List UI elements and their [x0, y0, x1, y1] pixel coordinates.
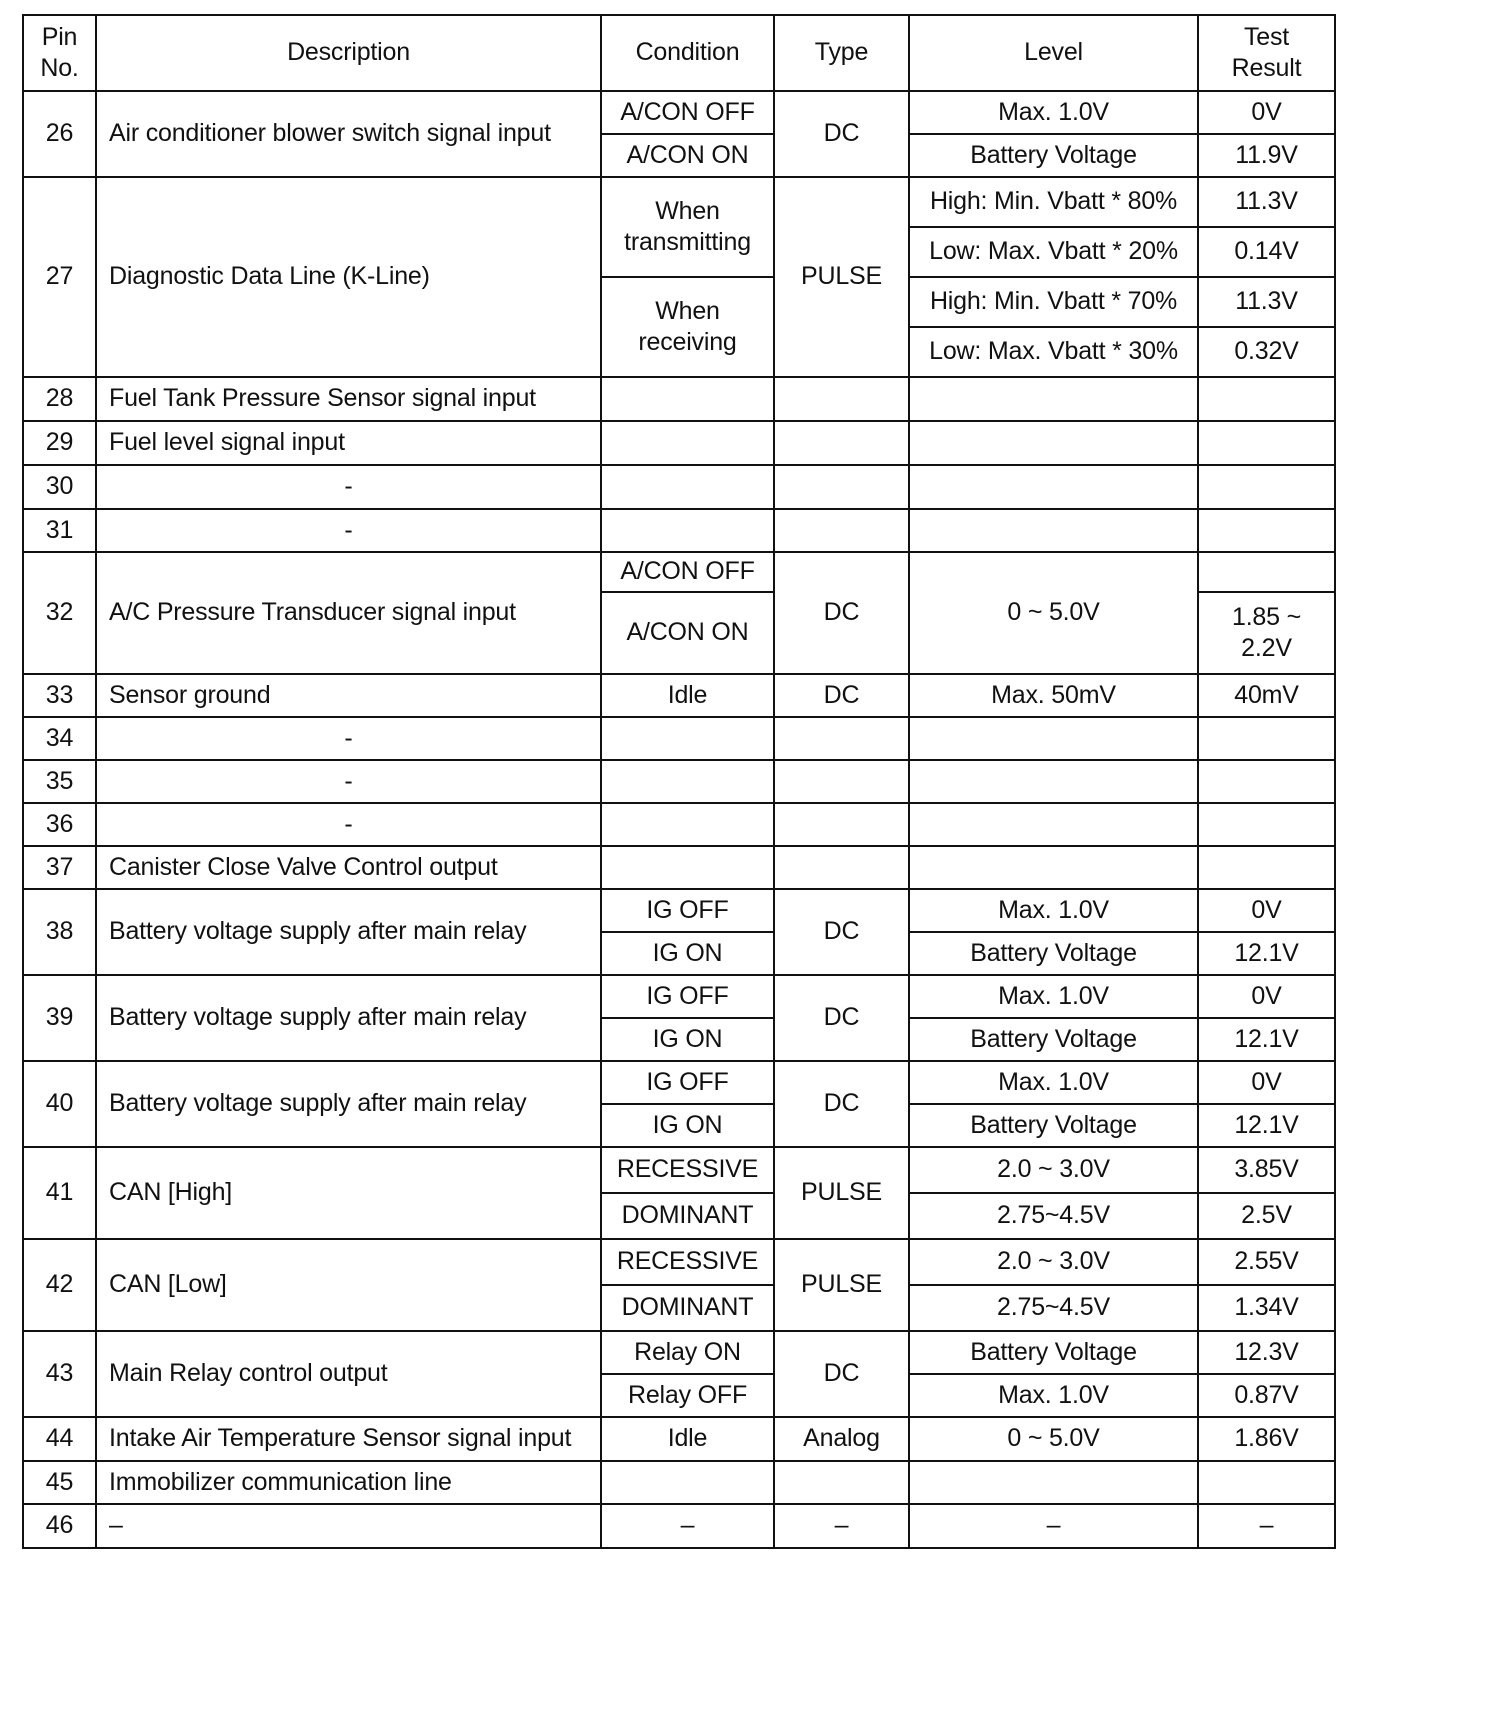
pin-description: Air conditioner blower switch signal input: [96, 91, 601, 177]
table-row: [23, 803, 1335, 846]
pin-description: Battery voltage supply after main relay: [96, 975, 601, 1061]
pin-description: Battery voltage supply after main relay: [96, 889, 601, 975]
table-row: [23, 177, 1335, 227]
result-cell: 0V: [1198, 1061, 1335, 1104]
pin-number: 28: [23, 377, 96, 421]
result-cell: 11.3V: [1198, 277, 1335, 327]
condition-cell: [601, 717, 774, 760]
result-cell: [1198, 421, 1335, 465]
type-cell: [774, 421, 909, 465]
level-cell: Low: Max. Vbatt * 30%: [909, 327, 1198, 377]
result-cell: –: [1198, 1504, 1335, 1548]
level-cell: [909, 421, 1198, 465]
level-cell: [909, 1461, 1198, 1504]
result-cell: 1.86V: [1198, 1417, 1335, 1461]
level-cell: Max. 1.0V: [909, 889, 1198, 932]
condition-cell: RECESSIVE: [601, 1239, 774, 1285]
table-row: [23, 509, 1335, 552]
result-cell: 0V: [1198, 91, 1335, 134]
header-result-label: Test Result: [1231, 22, 1302, 82]
pin-description: CAN [Low]: [96, 1239, 601, 1331]
pin-number: 27: [23, 177, 96, 377]
table-row: [23, 1239, 1335, 1285]
result-cell: 40mV: [1198, 674, 1335, 717]
level-cell: [909, 846, 1198, 889]
condition-cell: A/CON OFF: [601, 552, 774, 592]
condition-cell: [601, 377, 774, 421]
condition-cell: [601, 421, 774, 465]
pin-description: -: [96, 803, 601, 846]
pin-description: Fuel Tank Pressure Sensor signal input: [96, 377, 601, 421]
condition-cell: Idle: [601, 1417, 774, 1461]
pin-description: Intake Air Temperature Sensor signal input: [96, 1417, 601, 1461]
result-cell: [1198, 377, 1335, 421]
pin-number: 40: [23, 1061, 96, 1147]
pin-number: 30: [23, 465, 96, 509]
table-row: [23, 1331, 1335, 1374]
result-text: 1.85 ~ 2.2V: [1231, 602, 1301, 662]
type-cell: PULSE: [774, 1239, 909, 1331]
table-row: [23, 1461, 1335, 1504]
table-row: [23, 552, 1335, 592]
condition-cell: [601, 846, 774, 889]
level-cell: Battery Voltage: [909, 932, 1198, 975]
condition-cell: [601, 509, 774, 552]
pin-number: 43: [23, 1331, 96, 1417]
level-cell: –: [909, 1504, 1198, 1548]
type-cell: PULSE: [774, 1147, 909, 1239]
level-cell: Low: Max. Vbatt * 20%: [909, 227, 1198, 277]
pin-number: 45: [23, 1461, 96, 1504]
result-cell: 11.9V: [1198, 134, 1335, 177]
level-cell: 0 ~ 5.0V: [909, 1417, 1198, 1461]
condition-cell: [601, 1461, 774, 1504]
type-cell: [774, 377, 909, 421]
header-type: Type: [774, 15, 909, 91]
table-row: [23, 1417, 1335, 1461]
result-cell: [1198, 592, 1335, 674]
pin-description: -: [96, 760, 601, 803]
type-cell: [774, 509, 909, 552]
level-cell: Battery Voltage: [909, 1018, 1198, 1061]
level-cell: 2.0 ~ 3.0V: [909, 1147, 1198, 1193]
condition-cell: A/CON ON: [601, 592, 774, 674]
result-cell: 11.3V: [1198, 177, 1335, 227]
pin-number: 46: [23, 1504, 96, 1548]
level-cell: Max. 1.0V: [909, 1374, 1198, 1417]
result-cell: 12.3V: [1198, 1331, 1335, 1374]
result-cell: 0.32V: [1198, 327, 1335, 377]
type-cell: [774, 803, 909, 846]
level-cell: [909, 465, 1198, 509]
type-cell: DC: [774, 889, 909, 975]
header-description: Description: [96, 15, 601, 91]
level-cell: High: Min. Vbatt * 80%: [909, 177, 1198, 227]
pin-number: 37: [23, 846, 96, 889]
pin-number: 34: [23, 717, 96, 760]
level-cell: 0 ~ 5.0V: [909, 552, 1198, 674]
pin-description: -: [96, 717, 601, 760]
pin-description: A/C Pressure Transducer signal input: [96, 552, 601, 674]
pin-number: 31: [23, 509, 96, 552]
level-cell: High: Min. Vbatt * 70%: [909, 277, 1198, 327]
pin-description: Sensor ground: [96, 674, 601, 717]
table-row: [23, 91, 1335, 134]
pin-description: Immobilizer communication line: [96, 1461, 601, 1504]
condition-cell: [601, 760, 774, 803]
result-cell: 0V: [1198, 889, 1335, 932]
pin-number: 35: [23, 760, 96, 803]
pin-number: 32: [23, 552, 96, 674]
result-cell: 2.5V: [1198, 1193, 1335, 1239]
condition-cell: IG ON: [601, 1018, 774, 1061]
type-cell: Analog: [774, 1417, 909, 1461]
pin-number: 42: [23, 1239, 96, 1331]
result-cell: 0.14V: [1198, 227, 1335, 277]
type-cell: [774, 846, 909, 889]
level-cell: [909, 803, 1198, 846]
pin-number: 39: [23, 975, 96, 1061]
pin-number: 29: [23, 421, 96, 465]
result-cell: 2.55V: [1198, 1239, 1335, 1285]
pin-description: Fuel level signal input: [96, 421, 601, 465]
table-row: [23, 760, 1335, 803]
result-cell: 3.85V: [1198, 1147, 1335, 1193]
result-cell: [1198, 552, 1335, 592]
level-cell: 2.75~4.5V: [909, 1193, 1198, 1239]
type-cell: DC: [774, 1331, 909, 1417]
result-cell: 1.34V: [1198, 1285, 1335, 1331]
type-cell: DC: [774, 674, 909, 717]
pin-description: -: [96, 465, 601, 509]
level-cell: [909, 717, 1198, 760]
pin-number: 26: [23, 91, 96, 177]
pin-number: 36: [23, 803, 96, 846]
result-cell: [1198, 803, 1335, 846]
condition-cell: Idle: [601, 674, 774, 717]
condition-cell: IG OFF: [601, 889, 774, 932]
result-cell: [1198, 760, 1335, 803]
header-pin: [23, 15, 96, 91]
result-cell: [1198, 1461, 1335, 1504]
condition-cell: [601, 803, 774, 846]
level-cell: Battery Voltage: [909, 1104, 1198, 1147]
table-row: [23, 1147, 1335, 1193]
type-cell: DC: [774, 1061, 909, 1147]
result-cell: 12.1V: [1198, 1104, 1335, 1147]
pin-number: 41: [23, 1147, 96, 1239]
result-cell: [1198, 846, 1335, 889]
pin-description: –: [96, 1504, 601, 1548]
pin-description: -: [96, 509, 601, 552]
level-cell: [909, 760, 1198, 803]
condition-cell: Relay ON: [601, 1331, 774, 1374]
pin-description: Main Relay control output: [96, 1331, 601, 1417]
condition-text: When receiving: [638, 296, 737, 356]
type-cell: DC: [774, 975, 909, 1061]
condition-cell: RECESSIVE: [601, 1147, 774, 1193]
condition-cell: [601, 465, 774, 509]
condition-cell: [601, 177, 774, 277]
result-cell: [1198, 465, 1335, 509]
pin-description: Diagnostic Data Line (K-Line): [96, 177, 601, 377]
condition-cell: IG ON: [601, 1104, 774, 1147]
condition-cell: IG ON: [601, 932, 774, 975]
condition-cell: DOMINANT: [601, 1285, 774, 1331]
condition-cell: IG OFF: [601, 1061, 774, 1104]
condition-cell: IG OFF: [601, 975, 774, 1018]
result-cell: [1198, 509, 1335, 552]
pin-description: Canister Close Valve Control output: [96, 846, 601, 889]
type-cell: DC: [774, 552, 909, 674]
condition-cell: Relay OFF: [601, 1374, 774, 1417]
table-row: [23, 1504, 1335, 1548]
header-result: [1198, 15, 1335, 91]
condition-cell: A/CON OFF: [601, 91, 774, 134]
pin-description: CAN [High]: [96, 1147, 601, 1239]
pin-number: 38: [23, 889, 96, 975]
result-cell: 0.87V: [1198, 1374, 1335, 1417]
type-cell: [774, 717, 909, 760]
result-cell: [1198, 717, 1335, 760]
pin-test-table: [22, 14, 1336, 1549]
condition-cell: DOMINANT: [601, 1193, 774, 1239]
condition-cell: –: [601, 1504, 774, 1548]
level-cell: 2.0 ~ 3.0V: [909, 1239, 1198, 1285]
result-cell: 0V: [1198, 975, 1335, 1018]
type-cell: [774, 465, 909, 509]
header-pin-label: Pin No.: [40, 22, 79, 82]
table-row: [23, 377, 1335, 421]
table-row: [23, 1061, 1335, 1104]
level-cell: [909, 509, 1198, 552]
pin-number: 33: [23, 674, 96, 717]
table-row: [23, 975, 1335, 1018]
level-cell: Max. 50mV: [909, 674, 1198, 717]
table-row: [23, 465, 1335, 509]
table-row: [23, 889, 1335, 932]
table-row: [23, 421, 1335, 465]
pin-number: 44: [23, 1417, 96, 1461]
type-cell: [774, 1461, 909, 1504]
level-cell: 2.75~4.5V: [909, 1285, 1198, 1331]
level-cell: Battery Voltage: [909, 134, 1198, 177]
pin-description: Battery voltage supply after main relay: [96, 1061, 601, 1147]
type-cell: PULSE: [774, 177, 909, 377]
header-level: Level: [909, 15, 1198, 91]
table-row: [23, 846, 1335, 889]
level-cell: Battery Voltage: [909, 1331, 1198, 1374]
condition-cell: [601, 277, 774, 377]
type-cell: [774, 760, 909, 803]
level-cell: Max. 1.0V: [909, 91, 1198, 134]
result-cell: 12.1V: [1198, 1018, 1335, 1061]
level-cell: Max. 1.0V: [909, 975, 1198, 1018]
type-cell: DC: [774, 91, 909, 177]
type-cell: –: [774, 1504, 909, 1548]
level-cell: Max. 1.0V: [909, 1061, 1198, 1104]
table-row: [23, 717, 1335, 760]
condition-text: When transmitting: [624, 196, 751, 256]
header-condition: Condition: [601, 15, 774, 91]
table-row: [23, 674, 1335, 717]
level-cell: [909, 377, 1198, 421]
table-header-row: [23, 15, 1335, 91]
condition-cell: A/CON ON: [601, 134, 774, 177]
result-cell: 12.1V: [1198, 932, 1335, 975]
